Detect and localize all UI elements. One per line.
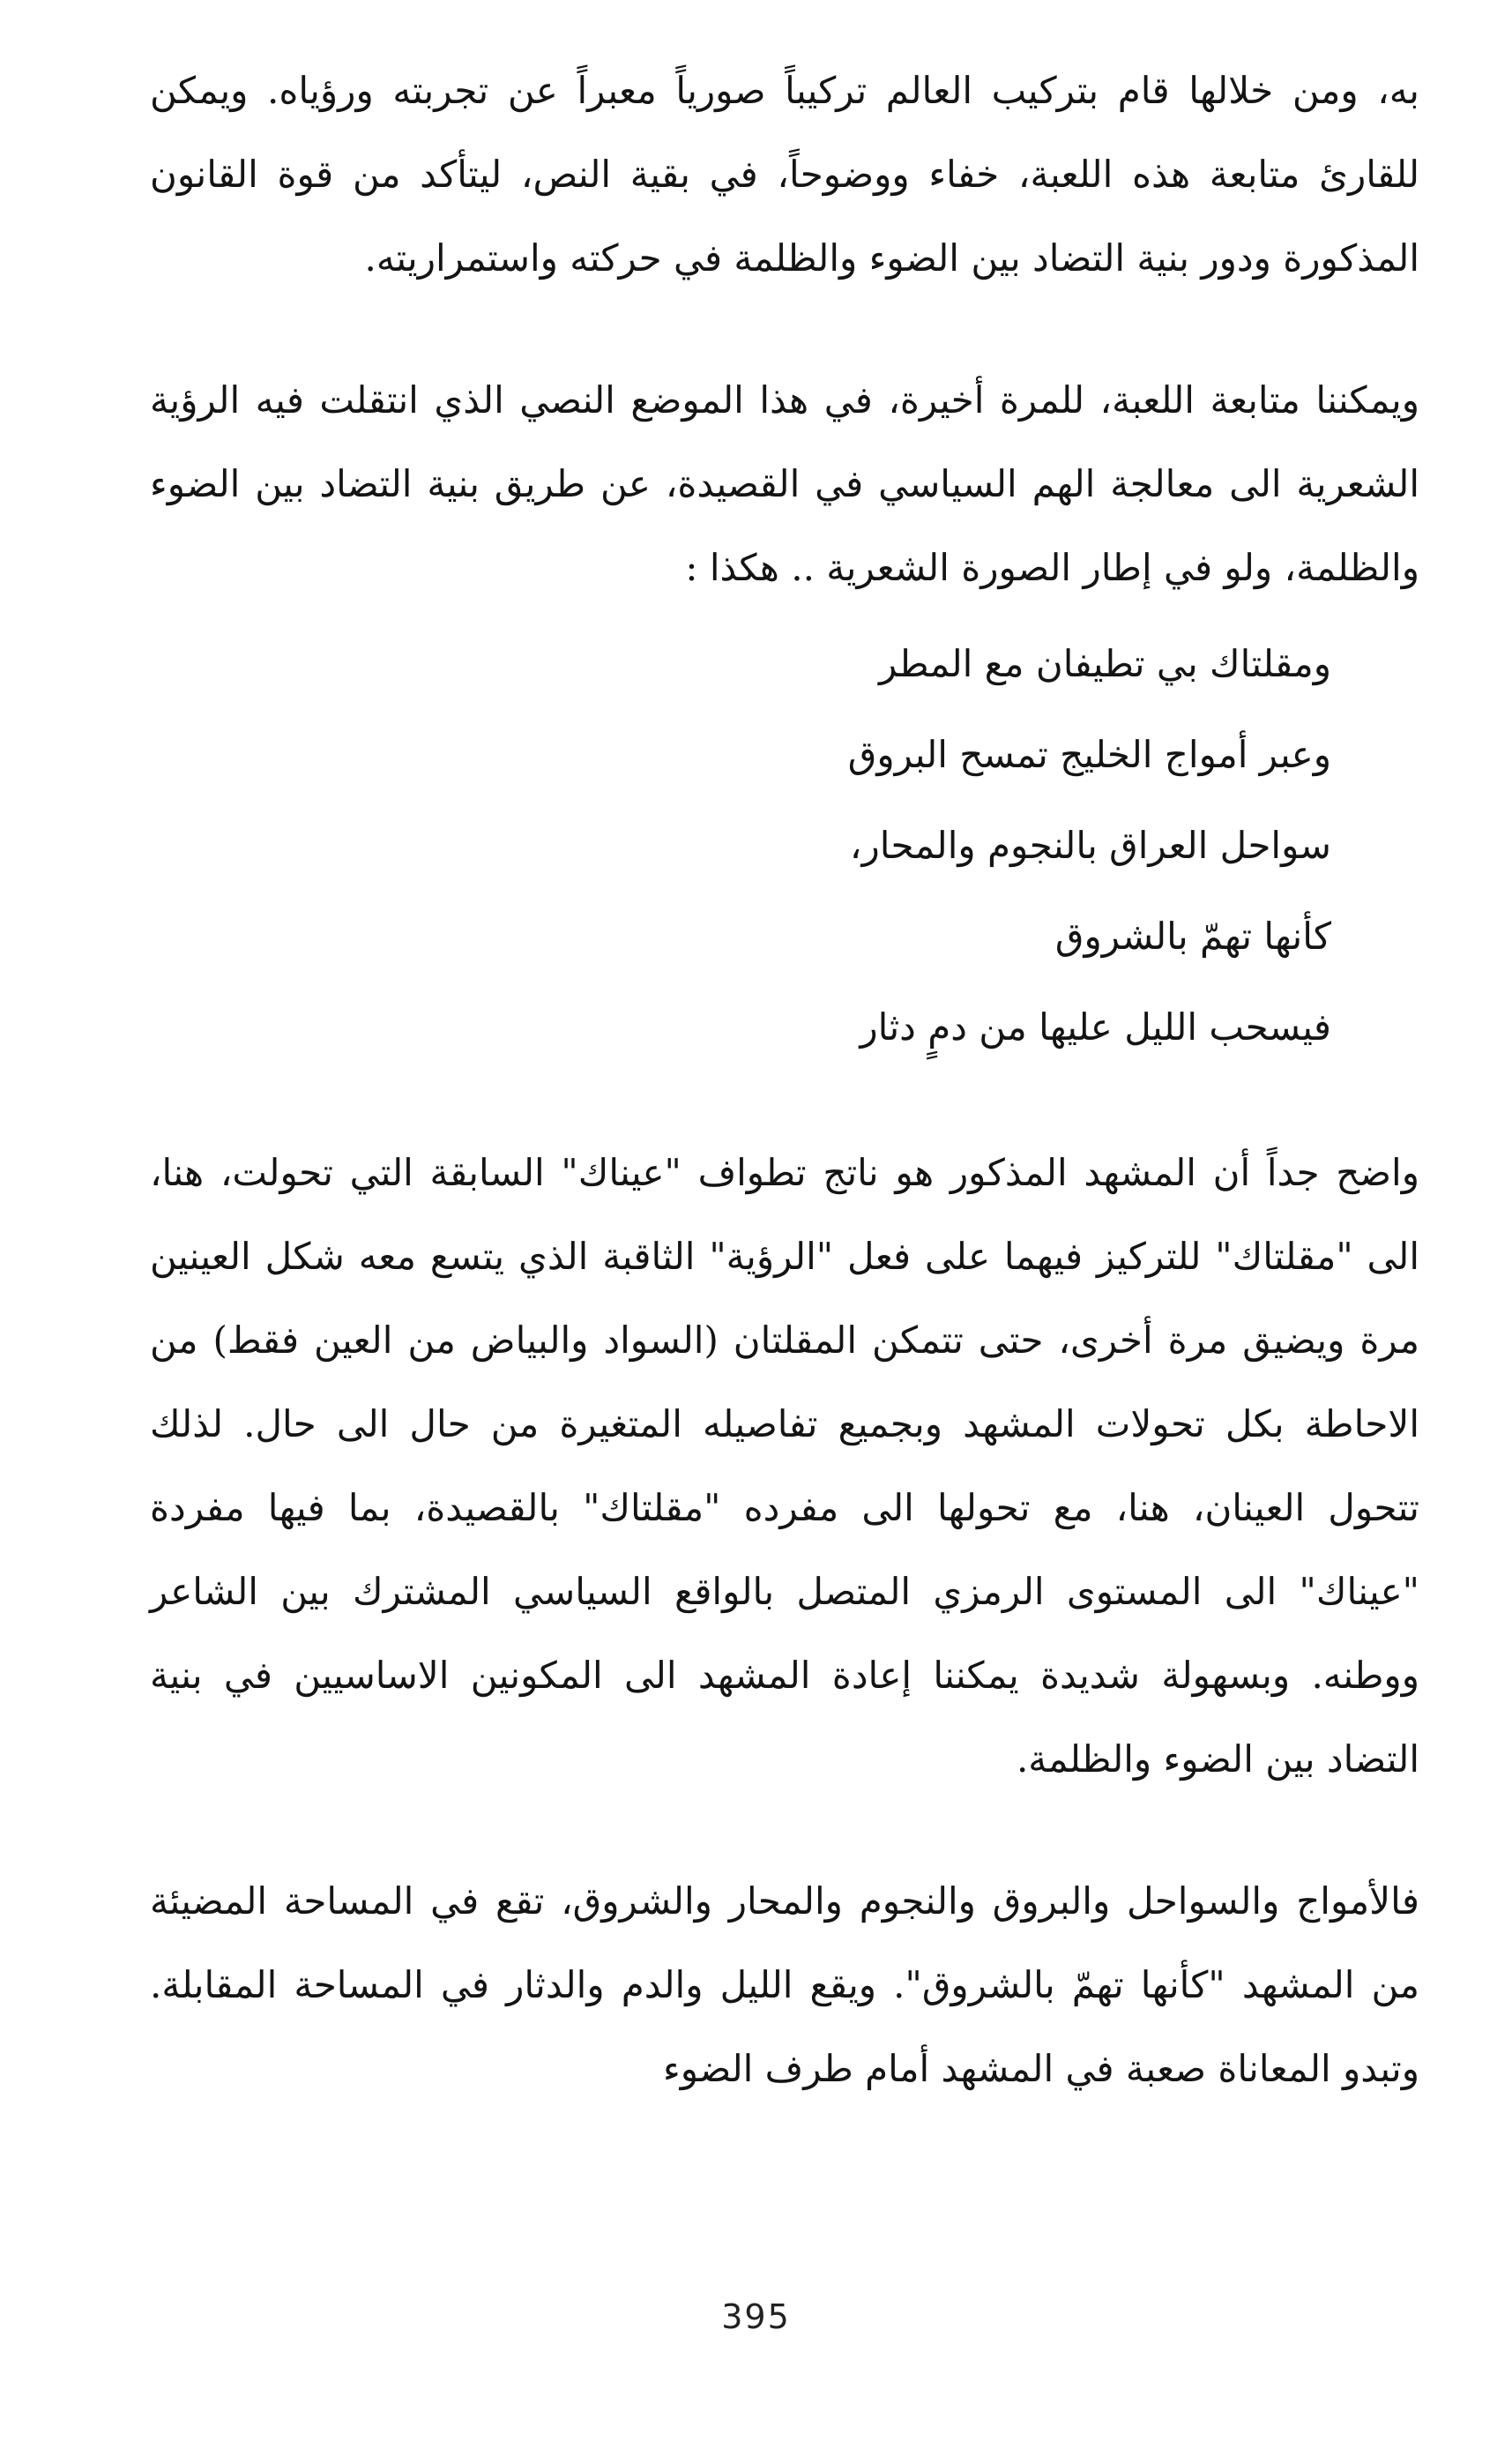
poem-block [150,618,1419,1072]
paragraph-3: واضح جداً أن المشهد المذكور هو ناتج تطواف "عيناك" السابقة التي تحولت، هنا، الى "مقلتاك" للتركيز فيهما على فعل "الرؤية" الثاقبة الذي يتسع معه شكل العينين مرة ويضيق مرة أخرى، حتى تتمكن المقلتان (السواد والبياض من العين فقط) من الاحاطة بكل تحولات المشهد وبجميع تفاصيله المتغيرة من حال الى حال. لذلك تتحول العينان، هنا، مع تحولها الى مفرده "مقلتاك" بالقصيدة، بما فيها مفردة "عيناك" الى المستوى الرمزي المتصل بالواقع السياسي المشترك بين الشاعر ووطنه. وبسهولة شديدة يمكننا إعادة المشهد الى المكونين الاساسيين في بنية التضاد بين الضوء والظلمة. [150,1151,1419,1781]
page-body [150,49,1419,2110]
poem-line-3: سواحل العراق بالنجوم والمحار، [849,824,1331,867]
paragraph-gap [150,1072,1419,1131]
paragraph-4: فالأمواج والسواحل والبروق والنجوم والمحار والشروق، تقع في المساحة المضيئة من المشهد "كأنها تهمّ بالشروق". ويقع الليل والدم والدثار في المساحة المقابلة. وتبدو المعاناة صعبة في المشهد أمام طرف الضوء [150,1879,1419,2090]
paragraph-2: ويمكننا متابعة اللعبة، للمرة أخيرة، في هذا الموضع النصي الذي انتقلت فيه الرؤية الشعرية الى معالجة الهم السياسي في القصيدة، عن طريق بنية التضاد بين الضوء والظلمة، ولو في إطار الصورة الشعرية .. هكذا : [150,378,1419,589]
poem-line-2: وعبر أمواج الخليج تمسح البروق [847,733,1331,776]
paragraph-1: به، ومن خلالها قام بتركيب العالم تركيباً صورياً معبراً عن تجربته ورؤياه. ويمكن للقارئ متابعة هذه اللعبة، خفاء ووضوحاً، في بقية النص، ليتأكد من قوة القانون المذكورة ودور بنية التضاد بين الضوء والظلمة في حركته واستمراريته. [150,69,1419,280]
page-number: 395 [721,2297,791,2336]
poem-line-4: كأنها تهمّ بالشروق [1054,915,1331,958]
poem-line-5: فيسحب الليل عليها من دمٍ دثار [860,1005,1331,1049]
paragraph-gap [150,1801,1419,1859]
poem-line-1: ومقلتاك بي تطيفان مع المطر [878,642,1331,685]
paragraph-gap [150,300,1419,358]
